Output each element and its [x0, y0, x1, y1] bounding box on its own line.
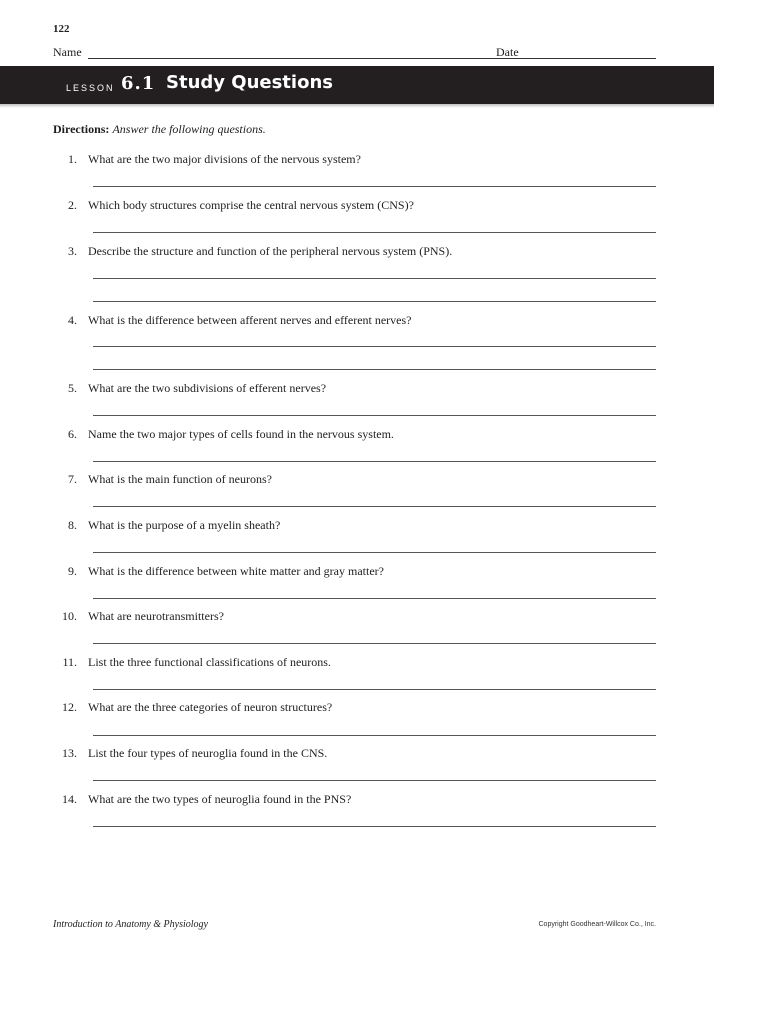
answer-line[interactable] [93, 689, 656, 690]
name-date-row [53, 44, 656, 62]
question-number: 11. [62, 655, 77, 669]
answer-line[interactable] [93, 346, 656, 347]
lesson-title-bar [0, 66, 714, 104]
directions [53, 122, 266, 137]
name-label: Name [53, 45, 82, 59]
directions-label: Directions: [53, 122, 110, 136]
lesson-label: LESSON [66, 83, 115, 93]
question-text: List the three functional classifications of neurons. [88, 655, 331, 669]
question-number: 12. [62, 700, 77, 714]
question-text: What is the main function of neurons? [88, 472, 272, 486]
answer-line[interactable] [93, 278, 656, 279]
date-label: Date [496, 45, 519, 59]
question-text: What are the three categories of neuron structures? [88, 700, 333, 714]
question-text: Which body structures comprise the central nervous system (CNS)? [88, 198, 414, 212]
question-number: 6. [68, 427, 77, 441]
question-text: Name the two major types of cells found in the nervous system. [88, 427, 394, 441]
lesson-number: 6.1 [121, 73, 156, 94]
question-text: List the four types of neuroglia found in the CNS. [88, 746, 328, 760]
answer-line[interactable] [93, 598, 656, 599]
answer-line[interactable] [93, 415, 656, 416]
answer-line[interactable] [93, 301, 656, 302]
question-number: 2. [68, 198, 77, 212]
question-text: What is the difference between white matter and gray matter? [88, 564, 384, 578]
question-number: 13. [62, 746, 77, 760]
answer-line[interactable] [93, 552, 656, 553]
answer-line[interactable] [93, 780, 656, 781]
question-text: What is the difference between afferent nerves and efferent nerves? [88, 313, 412, 327]
answer-line[interactable] [93, 186, 656, 187]
question-text: What are the two major divisions of the nervous system? [88, 152, 361, 166]
question-text: Describe the structure and function of the peripheral nervous system (PNS). [88, 244, 453, 258]
question-number: 1. [68, 152, 77, 166]
name-field[interactable] [88, 58, 543, 59]
question-number: 8. [68, 518, 77, 532]
answer-line[interactable] [93, 643, 656, 644]
answer-line[interactable] [93, 369, 656, 370]
question-text: What is the purpose of a myelin sheath? [88, 518, 281, 532]
page-number: 122 [53, 23, 70, 35]
question-number: 5. [68, 381, 77, 395]
answer-line[interactable] [93, 506, 656, 507]
page-title: Study Questions [166, 72, 333, 93]
answer-line[interactable] [93, 735, 656, 736]
question-text: What are the two types of neuroglia found in the PNS? [88, 792, 352, 806]
question-number: 3. [68, 244, 77, 258]
question-number: 7. [68, 472, 77, 486]
answer-line[interactable] [93, 461, 656, 462]
footer-book-title: Introduction to Anatomy & Physiology [53, 919, 208, 930]
question-number: 14. [62, 792, 77, 806]
question-number: 9. [68, 564, 77, 578]
question-number: 4. [68, 313, 77, 327]
question-text: What are the two subdivisions of efferent nerves? [88, 381, 327, 395]
footer-copyright: Copyright Goodheart-Willcox Co., Inc. [538, 921, 656, 928]
question-number: 10. [62, 609, 77, 623]
date-field[interactable] [523, 58, 656, 59]
answer-line[interactable] [93, 232, 656, 233]
question-text: What are neurotransmitters? [88, 609, 224, 623]
directions-text: Answer the following questions. [112, 122, 266, 136]
answer-line[interactable] [93, 826, 656, 827]
